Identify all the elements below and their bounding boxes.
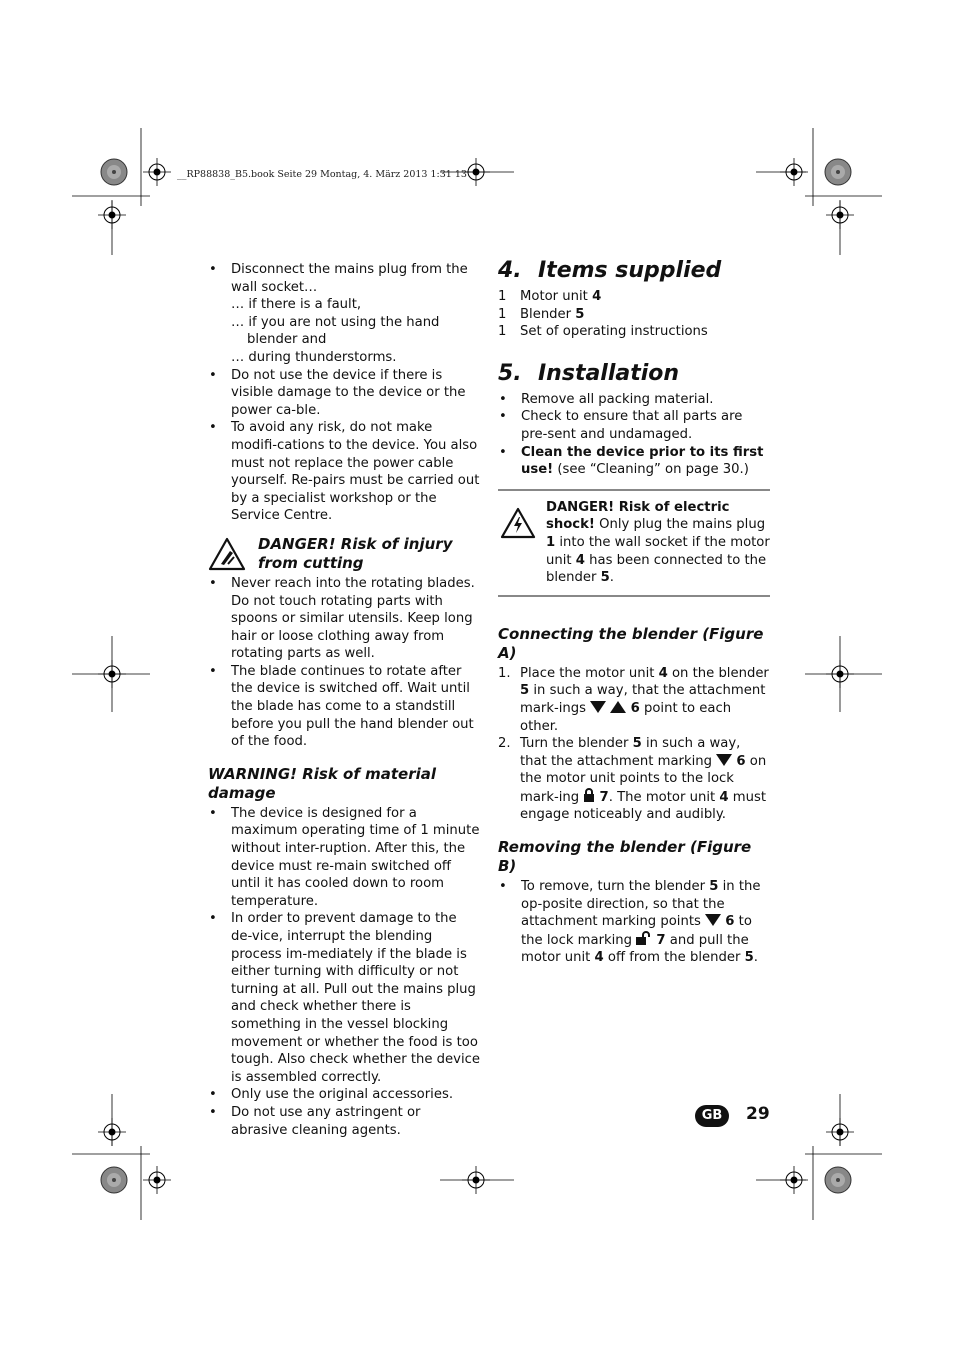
warning-title: WARNING! Risk of material damage <box>208 764 437 802</box>
list-item: • Do not use any astringent or abrasive cleaning agents. <box>208 1104 480 1139</box>
safety-list <box>208 261 480 525</box>
cutting-list <box>208 575 480 751</box>
list-item: • To avoid any risk, do not make modifi-cations to the device. You also must not replace the power cable yourself. Re-pairs must be carried out by a specialist workshop or the Service Centre. <box>208 419 480 525</box>
triangle-down-icon <box>590 700 606 713</box>
list-item: • In order to prevent damage to the de-vice, interrupt the blending process im-mediately if the blade is either turning with difficulty or not turning at all. Pull out the mains plug and check whether there is something in the vessel blocking movement or whether the food is too tough. Also check whether the device is assembled correctly. <box>208 910 480 1086</box>
triangle-down-icon <box>705 913 721 926</box>
connecting-title: Connecting the blender (Figure A) <box>498 624 764 662</box>
left-column <box>208 261 480 1139</box>
list-item: 1 Set of operating instructions <box>498 324 708 340</box>
list-item: • Only use the original accessories. <box>208 1086 480 1104</box>
list-item: 1 Motor unit 4 <box>498 289 602 304</box>
danger-cut-warning <box>208 535 480 573</box>
section-5-heading: 5. Installation <box>498 360 680 386</box>
print-header: __RP88838_B5.book Seite 29 Montag, 4. März 2013 1:31 13 <box>177 169 467 180</box>
removing-title: Removing the blender (Figure B) <box>498 838 752 876</box>
page-number: 29 <box>746 1104 770 1124</box>
list-item: • The blade continues to rotate after the device is switched off. Wait until the blade has come to a standstill before you pull the hand blender out of the food. <box>208 663 480 751</box>
cutting-hazard-icon <box>208 537 246 571</box>
electric-hazard-icon <box>500 507 536 539</box>
right-column <box>498 258 770 967</box>
lock-open-icon <box>636 931 652 945</box>
list-item: 1. Place the motor unit 4 on the blender 5 in such a way, that the attachment mark-ings 6 point to each other. <box>498 665 769 734</box>
list-item: • Do not use the device if there is visible damage to the device or the power ca-ble. <box>208 367 480 420</box>
list-item: • Never reach into the rotating blades. Do not touch rotating parts with spoons or similar utensils. Keep long hair or loose clothing away from rotating parts as well. <box>208 575 480 663</box>
list-item: • To remove, turn the blender 5 in the op-posite direction, so that the attachment marking points 6 to the lock marking 7 and pull the motor unit 4 off from the blender 5. <box>498 878 770 967</box>
list-item: • Clean the device prior to its first use! (see “Cleaning” on page 30.) <box>498 444 770 479</box>
triangle-down-icon <box>716 753 732 766</box>
triangle-up-icon <box>610 700 626 713</box>
connecting-steps <box>498 665 770 824</box>
items-list <box>498 288 770 341</box>
installation-list <box>498 391 770 479</box>
danger-cut-title: DANGER! Risk of injury from cutting <box>258 534 453 572</box>
list-item: • Disconnect the mains plug from the wall socket… … if there is a fault, … if you are not using the hand blender and … during thunderstorms. <box>208 261 480 367</box>
electric-shock-text: DANGER! Risk of electric shock! Only plug the mains plug 1 into the wall socket if the motor unit 4 has been connected to the blender 5. <box>546 499 770 586</box>
list-item: • Check to ensure that all parts are pre-sent and undamaged. <box>498 408 770 443</box>
electric-shock-warning <box>498 489 770 597</box>
lock-closed-icon <box>583 788 595 802</box>
section-4-heading: 4. Items supplied <box>498 258 722 283</box>
country-badge: GB <box>695 1105 729 1127</box>
list-item: • The device is designed for a maximum operating time of 1 minute without inter-ruption. After this, the device must re-main switched off until it has cooled down to room temperature. <box>208 805 480 911</box>
removing-list <box>498 878 770 967</box>
list-item: 1 Blender 5 <box>498 306 585 322</box>
list-item: 2. Turn the blender 5 in such a way, that the attachment marking 6 on the motor unit points to the lock mark-ing 7. The motor unit 4 must engage noticeably and audibly. <box>498 736 767 823</box>
material-damage-list <box>208 805 480 1139</box>
list-item: • Remove all packing material. <box>498 391 770 409</box>
